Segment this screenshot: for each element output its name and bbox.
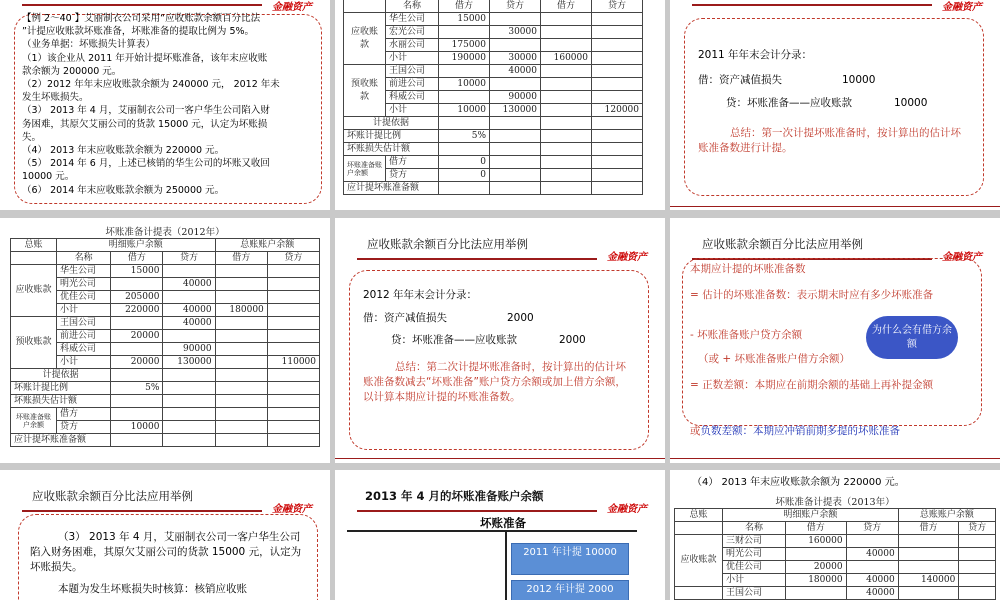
formula-line-negative: 负数差额：本期应冲销前期多提的坏账准备 xyxy=(700,425,900,437)
question-bubble: 为什么会有借方余额 xyxy=(866,316,958,359)
summary-note: 总结：第二次计提坏账准备时，按计算出的估计坏账准备数减去“坏账准备”账户贷方余额或加上借方余额，以计算本期应计提的坏账准备数。 xyxy=(363,361,626,404)
problem-line: ”计提应收账款坏账准备，坏账准备的提取比例为 5%。 xyxy=(22,26,255,38)
group-label: 预收账款 xyxy=(344,65,386,117)
slide-provision-table-2011[interactable] xyxy=(335,0,665,210)
slide-title: 应收账款余额百分比法应用举例 xyxy=(32,489,193,503)
header-rule xyxy=(357,258,597,260)
t-account-name: 坏账准备 xyxy=(480,516,526,530)
entry-debit: 借：资产减值损失 xyxy=(363,312,447,324)
formula-line-debit: （或 + 坏账准备账户借方余额） xyxy=(698,353,850,365)
problem-text xyxy=(22,12,322,197)
problem-line: 款余额为 200000 元。 xyxy=(22,65,122,77)
event-text: （4） 2013 年末应收账款余额为 220000 元。 xyxy=(692,477,905,488)
problem-line: （2）2012 年年末应收账款余额为 240000 元， 2012 年未 xyxy=(22,79,280,91)
slide-bad-debt-2013[interactable] xyxy=(0,470,330,600)
problem-line: （6） 2014 年末应收账款余额为 250000 元。 xyxy=(22,184,225,196)
col-debit: 借方 xyxy=(439,0,490,13)
brand-logo: 金融资产 xyxy=(272,2,312,13)
problem-line: （3） 2013 年 4 月，艾丽制衣公司一客户华生公司陷入财 xyxy=(22,105,270,117)
credit-entry-2012: 2012 年计提 2000 xyxy=(511,580,629,600)
formula-line-positive: = 正数差额：本期应在前期余额的基础上再补提金额 xyxy=(690,379,934,391)
entry-credit-amount: 2000 xyxy=(559,334,586,346)
problem-line: 【例 2～40 】艾丽制衣公司采用“应收账款余额百分比法 xyxy=(22,13,261,24)
entry-heading: 2011 年年末会计分录： xyxy=(698,49,813,61)
brand-logo: 金融资产 xyxy=(942,2,982,13)
entry-credit: 贷：坏账准备——应收账款 xyxy=(391,334,517,346)
entry-credit-amount: 10000 xyxy=(894,97,928,109)
brand-logo: 金融资产 xyxy=(607,252,647,263)
header-rule xyxy=(692,4,932,6)
t-account-horizontal xyxy=(347,530,637,532)
summary-note: 总结：第一次计提坏账准备时，按计算出的估计坏账准备数进行计提。 xyxy=(698,127,961,155)
entry-heading: 2012 年年末会计分录： xyxy=(363,289,478,301)
table-caption: 坏账准备计提表（2012年） xyxy=(105,227,225,238)
problem-line: （5） 2014 年 6 月，上述已核销的华生公司的坏账又收回 xyxy=(22,158,270,170)
slide-title: 应收账款余额百分比法应用举例 xyxy=(367,237,528,251)
col-total-debit: 借方 xyxy=(541,0,592,13)
slide-t-account[interactable] xyxy=(335,470,665,600)
header-rule xyxy=(22,4,262,6)
slide-title: 2013 年 4 月的坏账准备账户余额 xyxy=(365,489,544,503)
footer-rule xyxy=(335,458,665,459)
slide-provision-table-2012[interactable] xyxy=(0,218,330,463)
slide-title: 应收账款余额百分比法应用举例 xyxy=(702,237,863,251)
entry-debit: 借：资产减值损失 xyxy=(698,74,782,86)
problem-line: （4） 2013 年末应收账款余额为 220000 元。 xyxy=(22,145,225,157)
formula-line-credit: - 坏账准备账户贷方余额 xyxy=(690,329,803,341)
entry-debit-amount: 2000 xyxy=(507,312,534,324)
problem-line: 务困难，其原欠艾丽公司的货款 15000 元，认定为坏账损 xyxy=(22,118,268,130)
group-label: 应收账款 xyxy=(344,13,386,65)
problem-line: （1）该企业从 2011 年开始计提坏账准备，该年末应收账 xyxy=(22,52,268,64)
table-caption: 坏账准备计提表（2013年） xyxy=(775,497,895,508)
brand-logo: 金融资产 xyxy=(272,504,312,515)
col-credit: 贷方 xyxy=(490,0,541,13)
brand-logo: 金融资产 xyxy=(942,252,982,263)
t-account-vertical xyxy=(505,530,507,600)
header-rule xyxy=(22,510,262,512)
col-total-credit: 贷方 xyxy=(591,0,642,13)
problem-line: （业务单据：坏账损失计算表） xyxy=(22,39,156,51)
problem-line: 发生坏账损失。 xyxy=(22,92,89,104)
provision-table-2011: 名称 借方 贷方 借方 贷方 应收账款 华生公司 15000 宏光公司 30000 水丽公司 175000 小计 190000 30000 160000 预收账款 王国公司 40000 前进公司 10000 科威公司 90000 小计 10000 130000 120000 计提依据 坏账计提比例 5% 坏账损失估计额 坏账准备账户余额 借方 0 贷方 0 应计提坏账准备额 xyxy=(343,0,643,195)
analysis-text: 本题为发生坏账损失时核算：核销应收账 xyxy=(58,583,247,595)
event-text: （3） 2013 年 4 月，艾丽制衣公司一客户华生公司陷入财务困难，其原欠艾丽公司的货款 15000 元，认定为坏账损失。 xyxy=(30,531,302,574)
problem-line: 10000 元。 xyxy=(22,171,75,183)
formula-line-estimate: = 估计的坏账准备数：表示期末时应有多少坏账准备 xyxy=(690,289,934,301)
slide-entry-2011[interactable] xyxy=(670,0,1000,210)
formula-or: 或 xyxy=(690,425,701,437)
brand-logo: 金融资产 xyxy=(607,504,647,515)
provision-table-2013: 总账 明细账户余额 总账账户余额 名称 借方 贷方 借方 贷方 应收账款 三财公司 160000 明光公司 40000 优佳公司 20000 小计 180000 40000 140000 王国公司 40000 xyxy=(674,508,996,600)
entry-credit: 贷：坏账准备——应收账款 xyxy=(726,97,852,109)
slide-formula[interactable] xyxy=(670,218,1000,463)
entry-debit-amount: 10000 xyxy=(842,74,876,86)
credit-entry-2011: 2011 年计提 10000 xyxy=(511,543,629,575)
slide-entry-2012[interactable] xyxy=(335,218,665,463)
slide-provision-table-2013[interactable] xyxy=(670,470,1000,600)
col-name: 名称 xyxy=(386,0,439,13)
slide-example-problem[interactable] xyxy=(0,0,330,210)
formula-heading: 本期应计提的坏账准备数 xyxy=(690,263,806,275)
footer-rule xyxy=(670,206,1000,207)
provision-table-2012: 总账 明细账户余额 总账账户余额 名称 借方 贷方 借方 贷方 应收账款 华生公司 15000 明光公司 40000 优佳公司 205000 小计 220000 40000 180000 预收账款 王国公司 40000 前进公司 20000 科威公司 90000 小计 20000 130000 110000 计提依据 坏账计提比例 5% 坏账损失估计额 坏账准备账户余额 借方 贷方 10000 应计提坏账准备额 xyxy=(10,238,320,447)
header-rule xyxy=(357,510,597,512)
footer-rule xyxy=(670,458,1000,459)
problem-line: 失。 xyxy=(22,131,42,143)
